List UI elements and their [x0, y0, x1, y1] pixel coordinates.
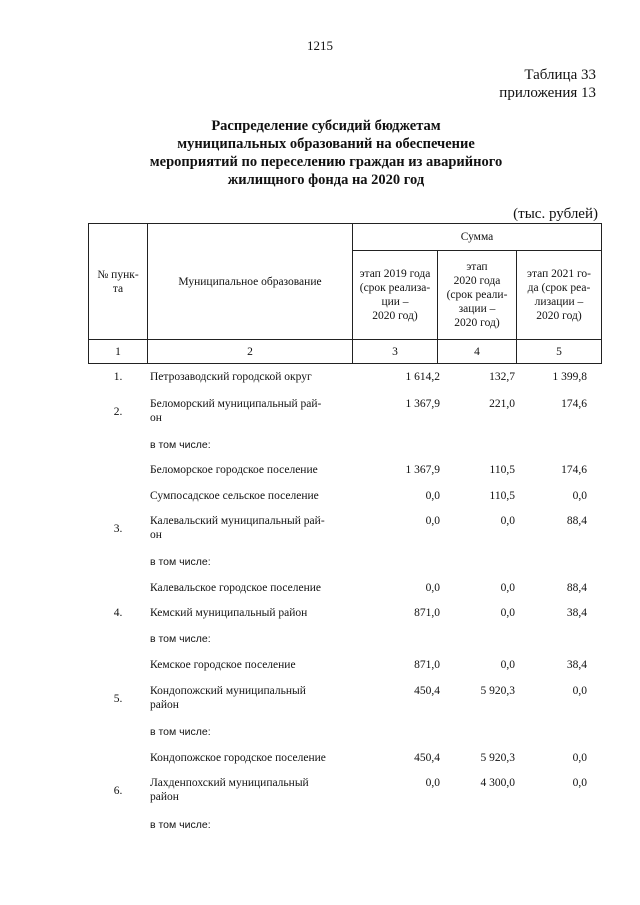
row-subheading: в том числе:: [150, 633, 211, 645]
row-subheading: в том числе:: [150, 819, 211, 831]
row-stage-2019: 1 367,9: [405, 398, 440, 410]
header-num-2: 2: [147, 339, 353, 364]
row-stage-2021: 0,0: [572, 490, 587, 502]
row-stage-2019: 1 367,9: [405, 464, 440, 476]
row-municipality: Калевальский муниципальный рай- он: [150, 515, 325, 541]
row-stage-2021: 0,0: [572, 752, 587, 764]
row-stage-2019: 0,0: [425, 582, 440, 594]
row-subheading: в том числе:: [150, 439, 211, 451]
row-number: 5.: [113, 693, 123, 705]
row-subheading: в том числе:: [150, 556, 211, 568]
row-stage-2019: 0,0: [425, 777, 440, 789]
header-col-number: № пунк- та: [88, 223, 148, 340]
row-stage-2019: 450,4: [414, 685, 440, 697]
row-stage-2020: 110,5: [489, 490, 515, 502]
row-stage-2021: 0,0: [572, 685, 587, 697]
row-stage-2019: 871,0: [414, 607, 440, 619]
appendix-number: приложения 13: [499, 85, 596, 101]
row-municipality: Беломорское городское поселение: [150, 464, 318, 476]
row-stage-2021: 88,4: [566, 582, 587, 594]
table-number: Таблица 33: [524, 67, 596, 83]
row-stage-2020: 0,0: [500, 659, 515, 671]
row-municipality: Кемский муниципальный район: [150, 607, 308, 619]
header-num-3: 3: [352, 339, 438, 364]
row-stage-2020: 0,0: [500, 582, 515, 594]
row-municipality: Беломорский муниципальный рай- он: [150, 398, 322, 424]
title-line: мероприятий по переселению граждан из аварийного: [149, 154, 503, 170]
row-number: 1.: [113, 371, 123, 383]
header-num-4: 4: [437, 339, 517, 364]
row-stage-2019: 0,0: [425, 515, 440, 527]
row-stage-2021: 38,4: [566, 607, 587, 619]
row-stage-2021: 174,6: [561, 464, 587, 476]
row-municipality: Кондопожское городское поселение: [150, 752, 326, 764]
row-stage-2020: 132,7: [489, 371, 515, 383]
row-number: 3.: [113, 523, 123, 535]
header-col-stage-2021: этап 2021 го- да (срок реа- лизации – 2020 год): [516, 250, 602, 340]
header-col-stage-2019: этап 2019 года (срок реализа- ции – 2020 год): [352, 250, 438, 340]
row-stage-2019: 1 614,2: [405, 371, 440, 383]
row-stage-2020: 4 300,0: [480, 777, 515, 789]
row-stage-2019: 0,0: [425, 490, 440, 502]
row-number: 4.: [113, 607, 123, 619]
row-municipality: Кондопожский муниципальный район: [150, 685, 306, 711]
row-stage-2021: 0,0: [572, 777, 587, 789]
row-stage-2021: 38,4: [566, 659, 587, 671]
row-stage-2020: 5 920,3: [480, 752, 515, 764]
row-stage-2021: 88,4: [566, 515, 587, 527]
units-label: (тыс. рублей): [513, 206, 598, 222]
row-municipality: Сумпосадское сельское поселение: [150, 490, 319, 502]
row-municipality: Кемское городское поселение: [150, 659, 296, 671]
title-line: муниципальных образований на обеспечение: [177, 136, 475, 152]
row-number: 2.: [113, 406, 123, 418]
header-col-sum: Сумма: [352, 223, 602, 251]
page-number: 1215: [307, 38, 333, 53]
row-stage-2019: 871,0: [414, 659, 440, 671]
header-col-municipality: Муниципальное образование: [147, 223, 353, 340]
row-stage-2021: 1 399,8: [552, 371, 587, 383]
row-stage-2020: 5 920,3: [480, 685, 515, 697]
title-line: жилищного фонда на 2020 год: [227, 172, 425, 188]
row-municipality: Петрозаводский городской округ: [150, 371, 312, 383]
row-stage-2020: 0,0: [500, 607, 515, 619]
row-stage-2021: 174,6: [561, 398, 587, 410]
header-col-stage-2020: этап 2020 года (срок реали- зации – 2020 год): [437, 250, 517, 340]
row-stage-2020: 110,5: [489, 464, 515, 476]
row-stage-2019: 450,4: [414, 752, 440, 764]
row-municipality: Калевальское городское поселение: [150, 582, 321, 594]
row-stage-2020: 221,0: [489, 398, 515, 410]
row-number: 6.: [113, 785, 123, 797]
header-num-5: 5: [516, 339, 602, 364]
row-subheading: в том числе:: [150, 726, 211, 738]
title-line: Распределение субсидий бюджетам: [211, 118, 441, 134]
header-num-1: 1: [88, 339, 148, 364]
row-stage-2020: 0,0: [500, 515, 515, 527]
row-municipality: Лахденпохский муниципальный район: [150, 777, 309, 803]
